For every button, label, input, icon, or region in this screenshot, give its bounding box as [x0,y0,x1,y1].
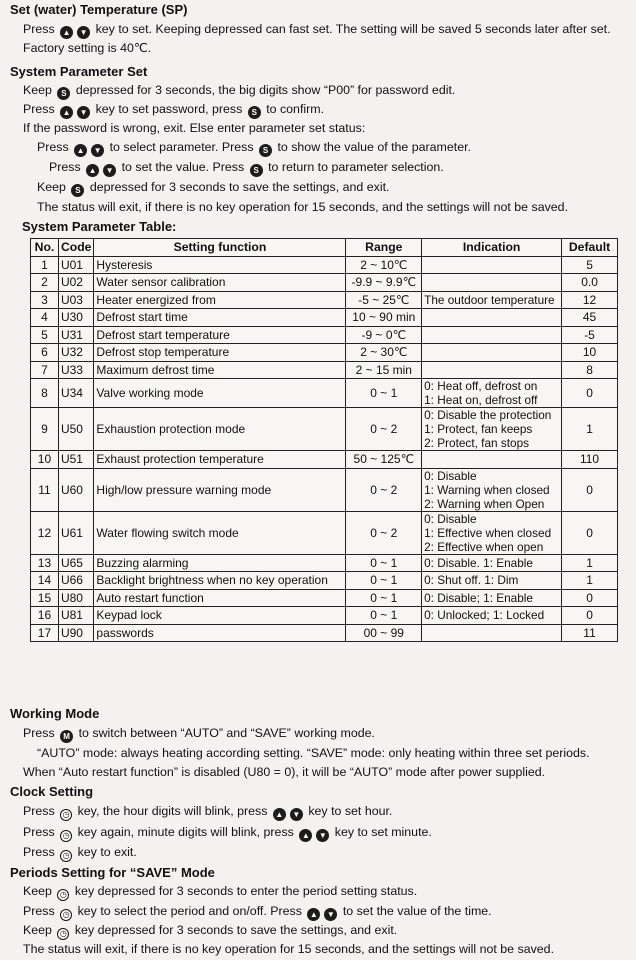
text: key, the hour digits will blink, press [77,804,268,818]
set-key-icon: S [71,184,84,197]
up-key-icon: ▲ [86,164,99,177]
cell-code: U50 [58,408,93,451]
sps-line-5 [49,160,444,177]
ps-line-2 [23,904,492,921]
cell-no: 9 [31,408,59,451]
text: to show the value of the parameter. [277,140,471,154]
text: depressed for 3 seconds, the big digits show “P00” for password edit. [75,83,456,97]
cell-range: -5 ~ 25℃ [346,291,422,309]
cell-default: 8 [562,361,618,379]
cell-code: U34 [58,379,93,408]
up-key-icon: ▲ [273,808,286,821]
table-row [31,572,618,590]
indication-line: 0: Disable [424,511,477,526]
cell-range: 2 ~ 10℃ [346,256,422,274]
cell-function: Defrost start temperature [94,326,346,344]
cell-default: 10 [562,344,618,362]
up-key-icon: ▲ [60,106,73,119]
cell-default: 1 [562,408,618,451]
indication-line: 1: Heat on, defrost off [424,393,538,407]
text: to select parameter. Press [109,140,254,154]
down-key-icon: ▼ [316,829,329,842]
col-header: Default [562,239,618,257]
cell-function: Defrost stop temperature [94,344,346,362]
text: to return to parameter selection. [268,160,444,174]
cell-indication [422,379,562,408]
col-header: Setting function [94,239,346,257]
cell-no: 5 [31,326,59,344]
up-key-icon: ▲ [307,908,320,921]
cell-code: U03 [58,291,93,309]
cell-default: 0.0 [562,274,618,292]
wm-line-1 [23,726,375,743]
text: to set the value. Press [121,160,245,174]
wm-title: Working Mode [10,706,100,721]
wm-line-3: When “Auto restart function” is disabled (U80 = 0), it will be “AUTO” mode after power supplied. [23,765,546,779]
table-row [31,326,618,344]
indication-line: 2: Effective when open [424,539,544,554]
cell-no: 6 [31,344,59,362]
indication-line: 0: Shut off. 1: Dim [424,573,519,588]
cell-default: -5 [562,326,618,344]
table-title: System Parameter Table: [22,219,177,234]
cell-default: 11 [562,624,618,642]
text: Keep [23,923,52,937]
cell-default: 5 [562,256,618,274]
text: key depressed for 3 seconds to save the settings, and exit. [74,923,398,937]
cell-indication [422,572,562,590]
cell-code: U81 [58,607,93,625]
sps-line-3: If the password is wrong, exit. Else enter parameter set status: [23,121,366,135]
text: Press [23,845,55,859]
cell-function: Hysteresis [94,256,346,274]
cell-function: Water sensor calibration [94,274,346,292]
ps-line-1 [23,884,417,901]
text: depressed for 3 seconds to save the settings, and exit. [89,180,390,194]
table-row [31,511,618,554]
cell-range: 2 ~ 15 min [346,361,422,379]
indication-line: 0: Disable; 1: Enable [424,590,533,605]
set-key-icon: S [250,164,263,177]
cell-function: Exhaust protection temperature [94,451,346,469]
down-key-icon: ▼ [77,106,90,119]
cell-function: Heater energized from [94,291,346,309]
cell-function: High/low pressure warning mode [94,468,346,511]
cell-default: 1 [562,572,618,590]
table-row [31,309,618,327]
cell-default: 0 [562,589,618,607]
cell-code: U61 [58,511,93,554]
cell-range: -9 ~ 0℃ [346,326,422,344]
cs-title: Clock Setting [10,784,94,799]
cell-no: 14 [31,572,59,590]
cell-code: U33 [58,361,93,379]
cell-code: U02 [58,274,93,292]
text: Keep [23,83,52,97]
cs-line-1 [23,804,392,821]
down-key-icon: ▼ [77,26,90,39]
sps-line-4 [37,140,471,157]
cell-default: 45 [562,309,618,327]
cell-range: 0 ~ 1 [346,607,422,625]
cell-no: 3 [31,291,59,309]
cell-function: Maximum defrost time [94,361,346,379]
text: Press [37,140,69,154]
cell-range: 00 ~ 99 [346,624,422,642]
cell-range: 0 ~ 2 [346,511,422,554]
col-header: Indication [422,239,562,257]
text: Keep [23,884,52,898]
cell-code: U65 [58,554,93,572]
ps-line-3 [23,923,397,940]
cell-no: 10 [31,451,59,469]
sp-line-1 [23,22,611,39]
clock-key-icon: ◷ [60,830,72,842]
table-row [31,256,618,274]
cell-indication [422,256,562,274]
cell-function: Water flowing switch mode [94,511,346,554]
ps-line-4: The status will exit, if there is no key operation for 15 seconds, and the settings will not be saved. [23,942,555,956]
cell-code: U01 [58,256,93,274]
indication-line: 2: Protect, fan stops [424,436,530,450]
table-row [31,554,618,572]
indication-line: 0: Disable [424,468,477,483]
cell-code: U31 [58,326,93,344]
cell-no: 2 [31,274,59,292]
table-row [31,408,618,451]
parameter-table [30,238,618,642]
indication-line: 0: Unlocked; 1: Locked [424,608,545,623]
cell-code: U60 [58,468,93,511]
cell-range: 0 ~ 1 [346,589,422,607]
cell-default: 0 [562,511,618,554]
mode-key-icon: M [60,730,73,743]
cell-indication [422,554,562,572]
cell-no: 13 [31,554,59,572]
table-row [31,379,618,408]
cs-line-2 [23,825,432,842]
cell-range: 2 ~ 30℃ [346,344,422,362]
cell-default: 12 [562,291,618,309]
indication-line: 2: Warning when Open [424,496,545,511]
text: key again, minute digits will blink, press [77,825,294,839]
table-row [31,291,618,309]
cell-function: Auto restart function [94,589,346,607]
clock-key-icon: ◷ [60,850,72,862]
cell-code: U80 [58,589,93,607]
set-key-icon: S [57,87,70,100]
table-row [31,589,618,607]
cell-no: 12 [31,511,59,554]
col-header: No. [31,239,59,257]
text: Keep [37,180,66,194]
sps-title: System Parameter Set [10,64,148,79]
cell-function: Valve working mode [94,379,346,408]
cell-indication [422,408,562,451]
text: key to set. Keeping depressed can fast set. The setting will be saved 5 seconds later after set. [95,22,611,36]
cell-no: 16 [31,607,59,625]
table-row [31,274,618,292]
sps-line-1 [23,83,455,100]
table-row [31,451,618,469]
table-row [31,468,618,511]
cell-indication [422,589,562,607]
cell-default: 110 [562,451,618,469]
clock-key-icon: ◷ [57,889,69,901]
cell-indication [422,274,562,292]
cell-default: 1 [562,554,618,572]
cell-indication [422,291,562,309]
cell-no: 4 [31,309,59,327]
table-row [31,361,618,379]
text: Press [49,160,81,174]
cs-line-3 [23,845,137,862]
cell-no: 17 [31,624,59,642]
up-key-icon: ▲ [60,26,73,39]
cell-no: 1 [31,256,59,274]
sp-line-2: Factory setting is 40℃. [23,41,152,55]
wm-line-2: “AUTO” mode: always heating according setting. “SAVE” mode: only heating within three set periods. [37,746,590,760]
text: key to exit. [77,845,137,859]
set-key-icon: S [248,106,261,119]
cell-range: -9.9 ~ 9.9℃ [346,274,422,292]
indication-line: 1: Protect, fan keeps [424,422,533,436]
text: key to set password, press [95,102,243,116]
cell-range: 0 ~ 2 [346,408,422,451]
cell-range: 0 ~ 1 [346,379,422,408]
clock-key-icon: ◷ [57,928,69,940]
col-header: Range [346,239,422,257]
text: Press [23,22,55,36]
cell-no: 8 [31,379,59,408]
clock-key-icon: ◷ [60,909,72,921]
cell-indication [422,607,562,625]
table-row [31,607,618,625]
cell-range: 0 ~ 1 [346,554,422,572]
up-key-icon: ▲ [74,144,87,157]
clock-key-icon: ◷ [60,809,72,821]
cell-range: 0 ~ 1 [346,572,422,590]
indication-line: The outdoor temperature [424,292,555,307]
set-key-icon: S [259,144,272,157]
cell-indication [422,361,562,379]
cell-indication [422,309,562,327]
text: Press [23,904,55,918]
up-key-icon: ▲ [299,829,312,842]
cell-no: 7 [31,361,59,379]
cell-default: 0 [562,607,618,625]
text: key to set minute. [334,825,432,839]
cell-code: U32 [58,344,93,362]
text: to switch between “AUTO” and “SAVE” working mode. [78,726,375,740]
sp-title: Set (water) Temperature (SP) [10,2,188,17]
cell-indication [422,344,562,362]
down-key-icon: ▼ [91,144,104,157]
cell-function: Defrost start time [94,309,346,327]
cell-function: Backlight brightness when no key operation [94,572,346,590]
indication-line: 0: Heat off, defrost on [424,379,538,393]
cell-code: U66 [58,572,93,590]
cell-indication [422,468,562,511]
sps-line-6 [37,180,389,197]
cell-code: U30 [58,309,93,327]
text: Press [23,102,55,116]
sps-line-7: The status will exit, if there is no key operation for 15 seconds, and the settings will not be saved. [37,200,569,214]
indication-line: 0: Disable. 1: Enable [424,555,533,570]
cell-function: passwords [94,624,346,642]
cell-range: 10 ~ 90 min [346,309,422,327]
indication-line: 1: Effective when closed [424,525,552,540]
text: key to select the period and on/off. Press [77,904,302,918]
cell-function: Keypad lock [94,607,346,625]
cell-function: Buzzing alarming [94,554,346,572]
cell-no: 11 [31,468,59,511]
indication-line: 1: Warning when closed [424,482,550,497]
cell-range: 0 ~ 2 [346,468,422,511]
text: key depressed for 3 seconds to enter the period setting status. [74,884,418,898]
col-header: Code [58,239,93,257]
down-key-icon: ▼ [290,808,303,821]
cell-code: U51 [58,451,93,469]
ps-title: Periods Setting for “SAVE” Mode [10,865,215,880]
cell-function: Exhaustion protection mode [94,408,346,451]
text: Press [23,804,55,818]
cell-indication [422,326,562,344]
sps-line-2 [23,102,324,119]
indication-line: 0: Disable the protection [424,408,552,422]
text: key to set hour. [308,804,393,818]
cell-default: 0 [562,468,618,511]
cell-no: 15 [31,589,59,607]
text: to confirm. [266,102,325,116]
down-key-icon: ▼ [103,164,116,177]
cell-range: 50 ~ 125℃ [346,451,422,469]
cell-indication [422,624,562,642]
down-key-icon: ▼ [324,908,337,921]
cell-default: 0 [562,379,618,408]
table-row [31,624,618,642]
cell-code: U90 [58,624,93,642]
text: to set the value of the time. [342,904,492,918]
text: Press [23,825,55,839]
cell-indication [422,511,562,554]
text: Press [23,726,55,740]
cell-indication [422,451,562,469]
table-header-row [31,239,618,257]
table-row [31,344,618,362]
